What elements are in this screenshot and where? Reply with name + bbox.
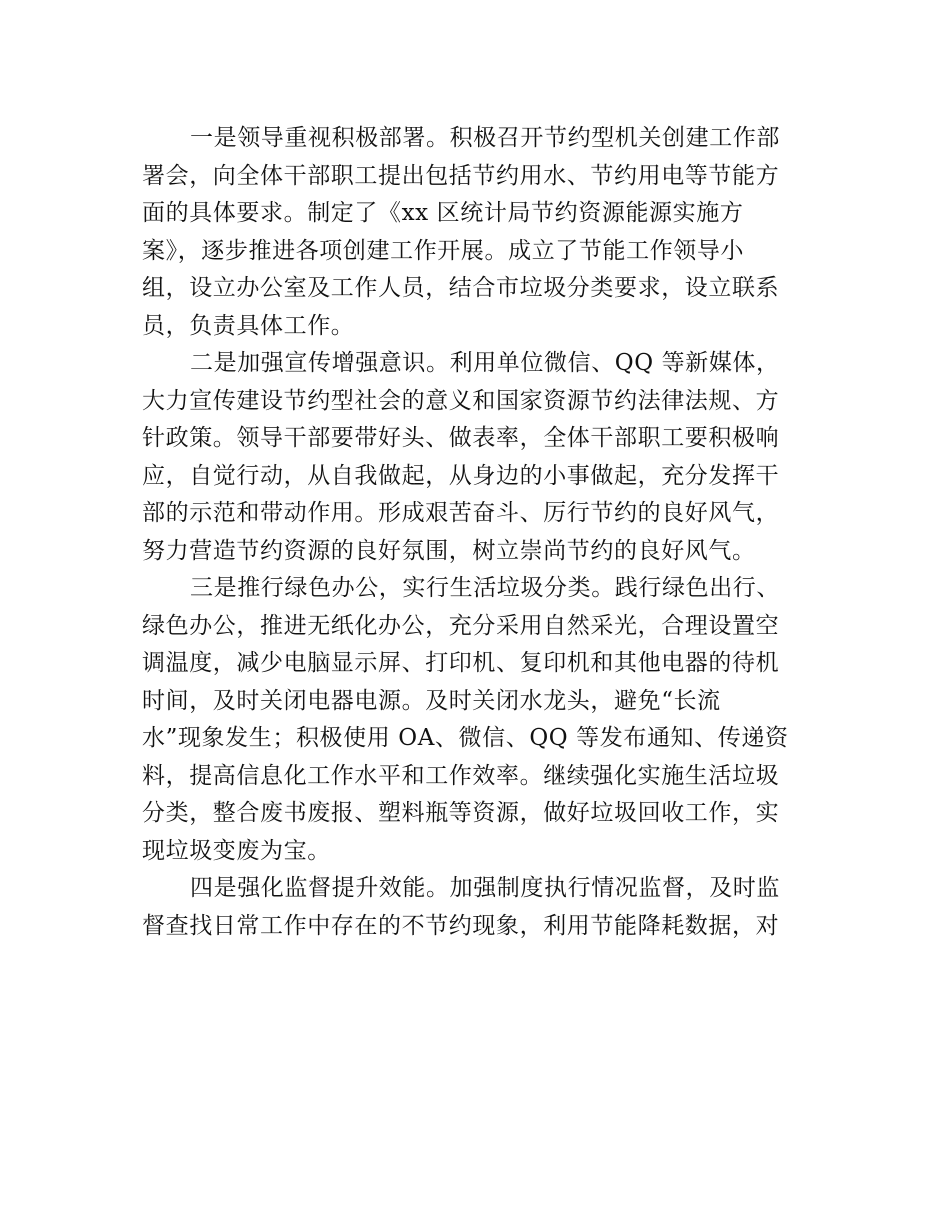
paragraph-line: 组，设立办公室及工作人员，结合市垃圾分类要求，设立联系 [142, 275, 780, 301]
paragraph-2 [142, 345, 810, 570]
paragraph-line: 二是加强宣传增强意识。利用单位微信、QQ 等新媒体， [190, 350, 780, 376]
paragraph-line: 大力宣传建设节约型社会的意义和国家资源节约法律法规、方 [142, 387, 780, 414]
paragraph-line: 现垃圾变废为宝。 [142, 837, 331, 864]
paragraph-line: 料，提高信息化工作水平和工作效率。继续强化实施生活垃圾 [142, 762, 780, 789]
paragraph-line: 绿色办公，推进无纸化办公，充分采用自然采光，合理设置空 [142, 612, 780, 639]
paragraph-line: 时间，及时关闭电器电源。及时关闭水龙头，避免“长流 [142, 687, 721, 714]
paragraph-line: 努力营造节约资源的良好氛围，树立崇尚节约的良好风气。 [142, 537, 756, 564]
paragraph-line: 水”现象发生；积极使用 OA、微信、QQ 等发布通知、传递资 [142, 725, 789, 751]
paragraph-line: 督查找日常工作中存在的不节约现象，利用节能降耗数据，对 [142, 912, 780, 939]
paragraph-line: 部的示范和带动作用。形成艰苦奋斗、厉行节约的良好风气， [142, 500, 780, 526]
paragraph-line: 三是推行绿色办公，实行生活垃圾分类。践行绿色出行、 [190, 575, 780, 601]
paragraph-3 [142, 570, 810, 870]
paragraph-line: 应，自觉行动，从自我做起，从身边的小事做起，充分发挥干 [142, 462, 780, 489]
paragraph-line: 针政策。领导干部要带好头、做表率，全体干部职工要积极响 [142, 425, 780, 451]
paragraph-line: 案》，逐步推进各项创建工作开展。成立了节能工作领导小 [142, 237, 745, 264]
paragraph-4 [142, 870, 810, 945]
paragraph-line: 署会，向全体干部职工提出包括节约用水、节约用电等节能方 [142, 162, 780, 189]
paragraph-line: 面的具体要求。制定了《xx 区统计局节约资源能源实施方 [142, 200, 744, 226]
paragraph-line: 调温度，减少电脑显示屏、打印机、复印机和其他电器的待机 [142, 650, 780, 676]
document-body [142, 120, 810, 945]
paragraph-line: 一是领导重视积极部署。积极召开节约型机关创建工作部 [190, 125, 780, 151]
paragraph-line: 四是强化监督提升效能。加强制度执行情况监督，及时监 [190, 875, 780, 901]
paragraph-line: 员，负责具体工作。 [142, 312, 355, 339]
paragraph-line: 分类，整合废书废报、塑料瓶等资源，做好垃圾回收工作，实 [142, 800, 780, 826]
paragraph-1 [142, 120, 810, 345]
